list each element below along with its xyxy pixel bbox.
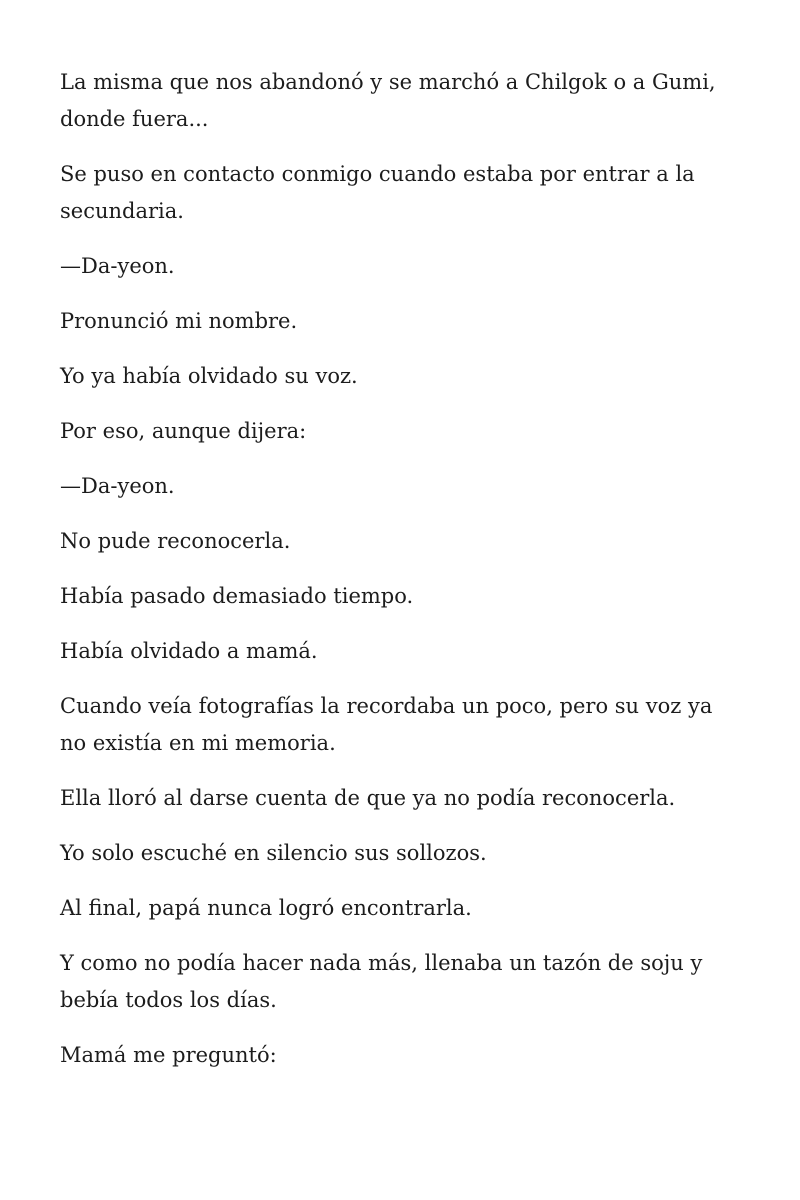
paragraph: Yo ya había olvidado su voz.: [60, 364, 358, 388]
paragraph: Había pasado demasiado tiempo.: [60, 584, 414, 608]
dialogue-line: —Da-yeon.: [60, 474, 175, 498]
paragraph: Cuando veía fotografías la recordaba un poco, pero su voz ya no existía en mi memoria.: [60, 694, 713, 755]
paragraph: Se puso en contacto conmigo cuando estaba por entrar a la secundaria.: [60, 162, 695, 223]
paragraph: Al final, papá nunca logró encontrarla.: [60, 896, 472, 920]
paragraph: Había olvidado a mamá.: [60, 639, 318, 663]
paragraph: Yo solo escuché en silencio sus sollozos.: [60, 841, 487, 865]
dialogue-line: —Da-yeon.: [60, 254, 175, 278]
paragraph: Ella lloró al darse cuenta de que ya no podía reconocerla.: [60, 786, 676, 810]
paragraph: Por eso, aunque dijera:: [60, 419, 307, 443]
paragraph: Y como no podía hacer nada más, llenaba un tazón de soju y bebía todos los días.: [60, 951, 703, 1012]
paragraph: La misma que nos abandonó y se marchó a Chilgok o a Gumi, donde fuera...: [60, 70, 716, 131]
paragraph: Pronunció mi nombre.: [60, 309, 298, 333]
paragraph: Mamá me preguntó:: [60, 1043, 277, 1067]
paragraph: No pude reconocerla.: [60, 529, 291, 553]
